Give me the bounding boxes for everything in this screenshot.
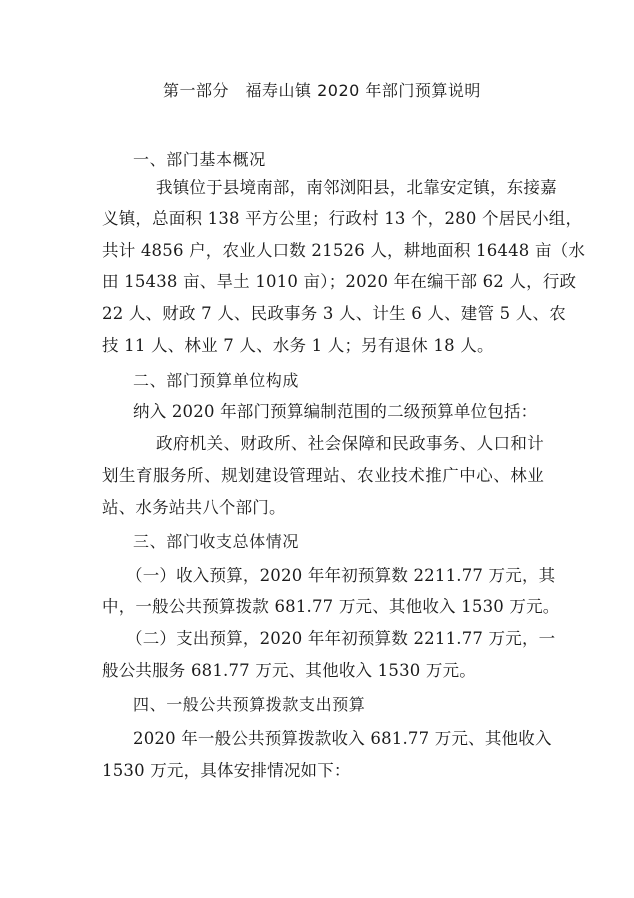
section-heading-2: 二、部门预算单位构成 bbox=[133, 371, 300, 390]
paragraph-line: 我镇位于县境南部，南邻浏阳县，北靠安定镇，东接嘉 bbox=[156, 178, 557, 197]
section-heading-3: 三、部门收支总体情况 bbox=[133, 532, 300, 551]
section-heading-1: 一、部门基本概况 bbox=[133, 150, 266, 169]
paragraph-line: （二）支出预算，2020 年年初预算数 2211.77 万元，一 bbox=[126, 629, 556, 648]
paragraph-line: 共计 4856 户，农业人口数 21526 人，耕地面积 16448 亩（水 bbox=[102, 241, 586, 260]
paragraph-line: 纳入 2020 年部门预算编制范围的二级预算单位包括： bbox=[133, 402, 538, 421]
section-heading-4: 四、一般公共预算拨款支出预算 bbox=[133, 695, 366, 714]
paragraph-line: 站、水务站共八个部门。 bbox=[102, 498, 286, 517]
paragraph-line: 义镇，总面积 138 平方公里；行政村 13 个，280 个居民小组， bbox=[102, 209, 583, 228]
paragraph-line: 政府机关、财政所、社会保障和民政事务、人口和计 bbox=[156, 434, 544, 453]
paragraph-line: 22 人、财政 7 人、民政事务 3 人、计生 6 人、建管 5 人、农 bbox=[102, 304, 566, 323]
paragraph-line: （一）收入预算，2020 年年初预算数 2211.77 万元，其 bbox=[126, 566, 556, 585]
paragraph-line: 划生育服务所、规划建设管理站、农业技术推广中心、林业 bbox=[102, 466, 544, 485]
paragraph-line: 般公共服务 681.77 万元、其他收入 1530 万元。 bbox=[102, 661, 477, 680]
paragraph-line: 2020 年一般公共预算拨款收入 681.77 万元、其他收入 bbox=[133, 729, 552, 748]
paragraph-line: 1530 万元，具体安排情况如下： bbox=[102, 761, 351, 780]
paragraph-line: 中，一般公共预算拨款 681.77 万元、其他收入 1530 万元。 bbox=[102, 597, 560, 616]
paragraph-line: 技 11 人、林业 7 人、水务 1 人；另有退休 18 人。 bbox=[102, 336, 494, 355]
paragraph-line: 田 15438 亩、旱土 1010 亩）；2020 年在编干部 62 人，行政 bbox=[102, 272, 577, 291]
page-title: 第一部分 福寿山镇 2020 年部门预算说明 bbox=[163, 81, 481, 100]
